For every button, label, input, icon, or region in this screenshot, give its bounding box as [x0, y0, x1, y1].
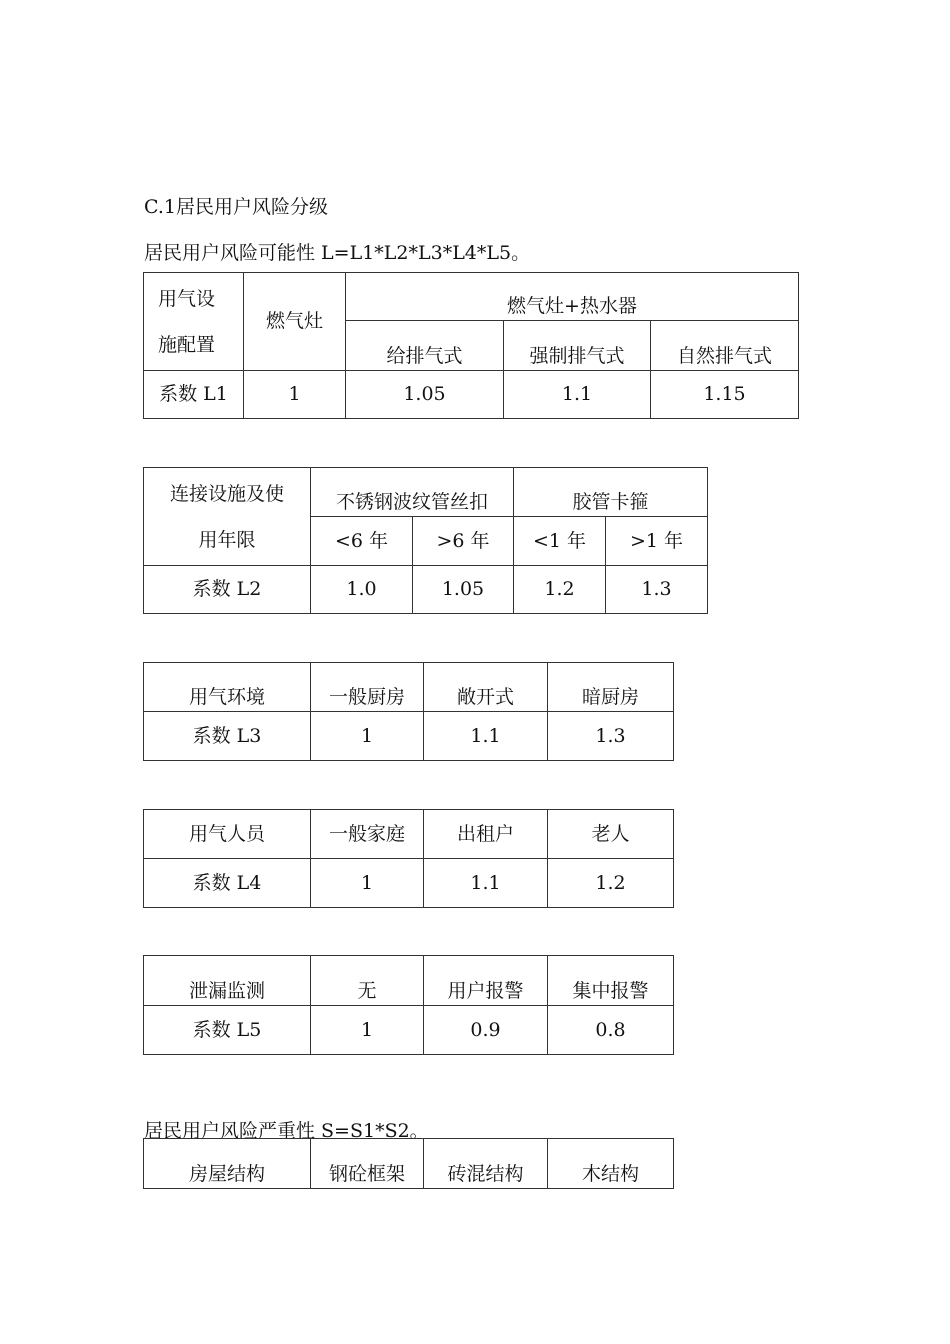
- s1-header: 木结构: [548, 1139, 674, 1189]
- section-title: C.1居民用户风险分级: [144, 196, 328, 218]
- l4-row-label: 系数 L4: [144, 859, 311, 908]
- s1-header: 钢砼框架: [311, 1139, 424, 1189]
- l4-header: 用气人员: [144, 810, 311, 859]
- l5-value: 0.8: [548, 1006, 674, 1055]
- l3-value: 1.3: [548, 712, 674, 761]
- l1-value: 1: [244, 371, 346, 419]
- table-row: [144, 1006, 674, 1055]
- l1-value: 1.15: [651, 371, 799, 419]
- l2-value: 1.0: [311, 566, 413, 614]
- l3-header: 用气环境: [144, 663, 311, 712]
- l4-header: 老人: [548, 810, 674, 859]
- l1-label: 用气设 施配置: [144, 273, 244, 371]
- s1-header: 砖混结构: [424, 1139, 548, 1189]
- table-row: [144, 566, 708, 614]
- l4-value: 1: [311, 859, 424, 908]
- l2-label: 连接设施及使 用年限: [144, 468, 311, 566]
- l5-value: 0.9: [424, 1006, 548, 1055]
- l2-sub-col: >1 年: [606, 517, 708, 566]
- l2-sub-col: <1 年: [514, 517, 606, 566]
- l1-value: 1.05: [346, 371, 504, 419]
- l2-value: 1.3: [606, 566, 708, 614]
- l5-header: 集中报警: [548, 956, 674, 1006]
- table-l3: [143, 662, 674, 761]
- l1-col-stove: 燃气灶: [244, 273, 346, 371]
- s1-header: 房屋结构: [144, 1139, 311, 1189]
- l2-group-steel: 不锈钢波纹管丝扣: [311, 468, 514, 517]
- l1-col-group: 燃气灶+热水器: [346, 273, 799, 321]
- table-l2: [143, 467, 708, 614]
- l5-header: 无: [311, 956, 424, 1006]
- l1-value: 1.1: [504, 371, 651, 419]
- l2-value: 1.05: [413, 566, 514, 614]
- l5-value: 1: [311, 1006, 424, 1055]
- l2-value: 1.2: [514, 566, 606, 614]
- l2-group-hose: 胶管卡箍: [514, 468, 708, 517]
- l1-sub-col: 给排气式: [346, 321, 504, 371]
- l4-value: 1.2: [548, 859, 674, 908]
- l5-header: 用户报警: [424, 956, 548, 1006]
- l4-value: 1.1: [424, 859, 548, 908]
- l4-header: 出租户: [424, 810, 548, 859]
- l2-sub-col: <6 年: [311, 517, 413, 566]
- l3-row-label: 系数 L3: [144, 712, 311, 761]
- l3-value: 1: [311, 712, 424, 761]
- l5-header: 泄漏监测: [144, 956, 311, 1006]
- table-s1: [143, 1138, 674, 1189]
- l3-header: 一般厨房: [311, 663, 424, 712]
- severity-formula: 居民用户风险严重性 S=S1*S2。: [144, 1120, 429, 1142]
- l2-row-label: 系数 L2: [144, 566, 311, 614]
- l3-value: 1.1: [424, 712, 548, 761]
- l1-sub-col: 自然排气式: [651, 321, 799, 371]
- table-row: [144, 712, 674, 761]
- l5-row-label: 系数 L5: [144, 1006, 311, 1055]
- table-l4: [143, 809, 674, 908]
- l1-row-label: 系数 L1: [144, 371, 244, 419]
- table-l1: [143, 272, 799, 419]
- l4-header: 一般家庭: [311, 810, 424, 859]
- table-row: [144, 859, 674, 908]
- table-row: [144, 371, 799, 419]
- l3-header: 敞开式: [424, 663, 548, 712]
- l2-sub-col: >6 年: [413, 517, 514, 566]
- likelihood-formula: 居民用户风险可能性 L=L1*L2*L3*L4*L5。: [144, 242, 531, 264]
- l3-header: 暗厨房: [548, 663, 674, 712]
- l1-sub-col: 强制排气式: [504, 321, 651, 371]
- table-l5: [143, 955, 674, 1055]
